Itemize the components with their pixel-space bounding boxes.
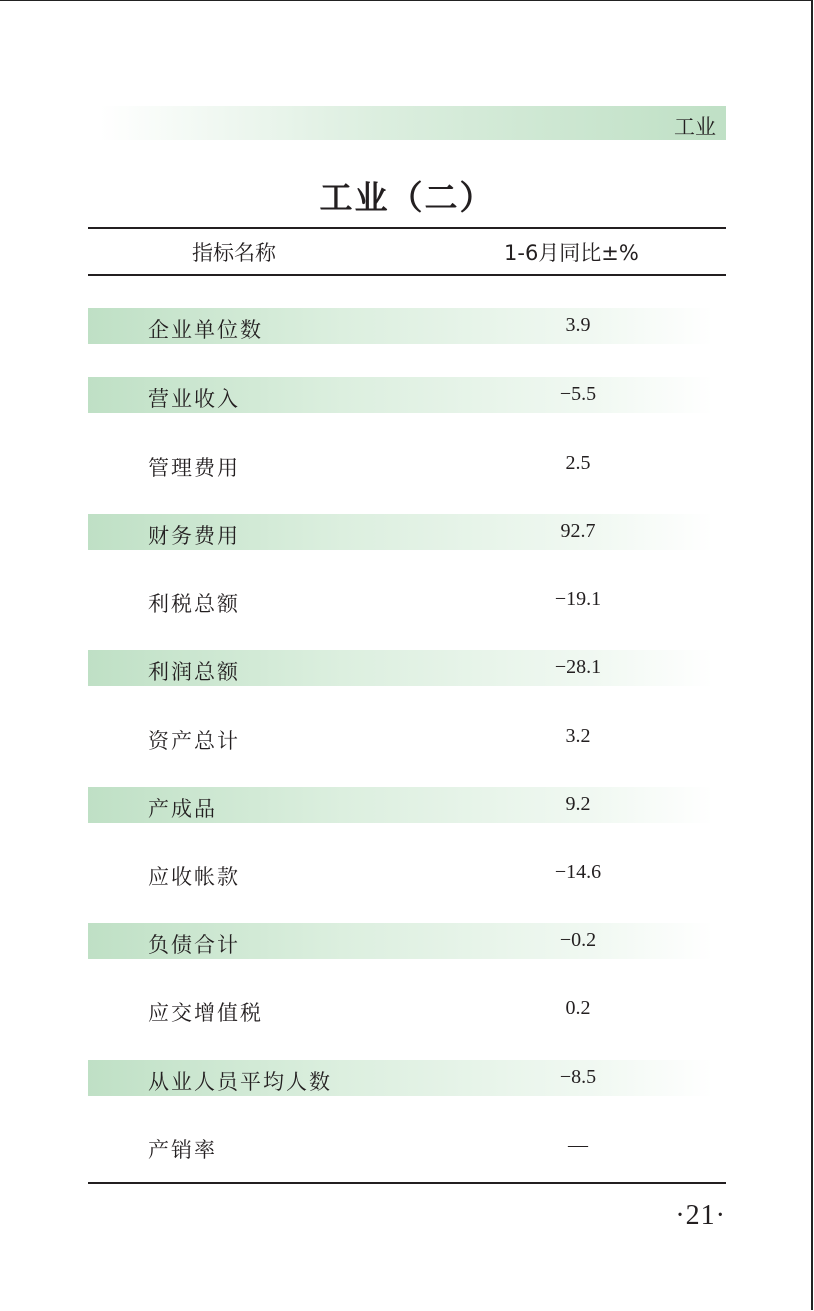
row-value: 9.2 xyxy=(565,793,591,815)
table-row xyxy=(88,514,726,550)
table-top-rule xyxy=(88,227,726,229)
table-row xyxy=(88,991,726,1027)
table-row xyxy=(88,855,726,891)
table-row xyxy=(88,446,726,482)
table-row xyxy=(88,308,726,344)
row-name: 财务费用 xyxy=(148,524,240,548)
table-header-rule xyxy=(88,274,726,276)
row-name: 利税总额 xyxy=(148,592,240,616)
row-value: −28.1 xyxy=(554,656,602,678)
column-header-value: 1-6月同比±% xyxy=(504,241,639,265)
row-value: −0.2 xyxy=(559,929,597,951)
row-value: 3.2 xyxy=(565,725,591,747)
row-name: 应交增值税 xyxy=(148,1001,263,1025)
table-row xyxy=(88,719,726,755)
row-value: 0.2 xyxy=(565,997,591,1019)
row-value: −19.1 xyxy=(554,588,602,610)
row-name: 负债合计 xyxy=(148,933,240,957)
row-name: 从业人员平均人数 xyxy=(148,1070,332,1094)
row-name: 产成品 xyxy=(148,797,217,821)
row-value: 2.5 xyxy=(565,452,591,474)
table-row xyxy=(88,1128,726,1164)
table-row xyxy=(88,787,726,823)
row-name: 资产总计 xyxy=(148,729,240,753)
row-name: 利润总额 xyxy=(148,660,240,684)
section-banner xyxy=(100,106,726,140)
table-row xyxy=(88,923,726,959)
row-name: 企业单位数 xyxy=(148,318,263,342)
table-row xyxy=(88,582,726,618)
row-value: — xyxy=(568,1134,588,1156)
row-value: −5.5 xyxy=(559,383,597,405)
row-value: 92.7 xyxy=(560,520,596,542)
table-row xyxy=(88,377,726,413)
page-number: ·21· xyxy=(675,1200,726,1231)
column-header-name: 指标名称 xyxy=(192,241,276,265)
table-row xyxy=(88,1060,726,1096)
row-value: −8.5 xyxy=(559,1066,597,1088)
table-row xyxy=(88,650,726,686)
row-name: 管理费用 xyxy=(148,456,240,480)
row-value: 3.9 xyxy=(565,314,591,336)
row-name: 应收帐款 xyxy=(148,865,240,889)
row-name: 产销率 xyxy=(148,1138,217,1162)
section-label: 工业 xyxy=(674,115,716,139)
table-bottom-rule xyxy=(88,1182,726,1184)
row-name: 营业收入 xyxy=(148,387,240,411)
page-title: 工业（二） xyxy=(319,178,495,217)
row-value: −14.6 xyxy=(554,861,602,883)
